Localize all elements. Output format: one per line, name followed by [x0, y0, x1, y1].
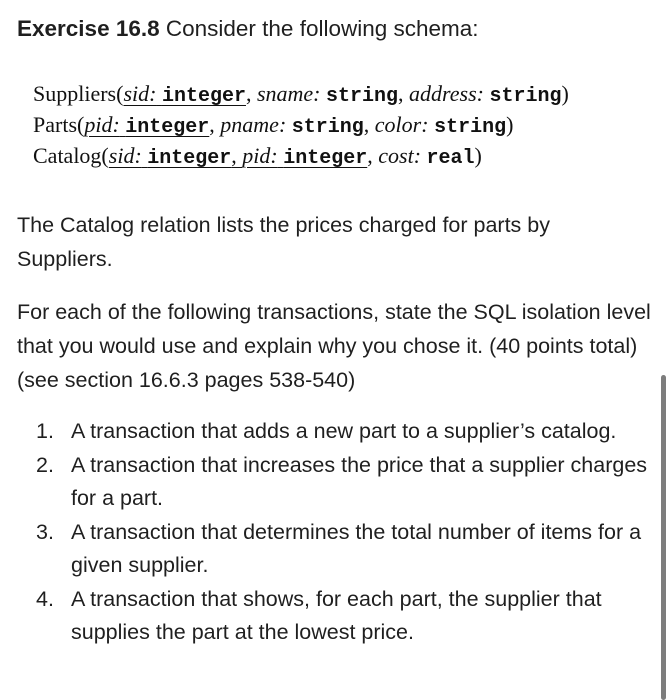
- key-attribute: sid: integer: [123, 81, 246, 108]
- key-attribute: pid: integer: [84, 112, 210, 139]
- transaction-list: [36, 415, 664, 650]
- attribute: color:: [374, 112, 429, 137]
- list-item: [36, 415, 664, 449]
- attribute: cost:: [378, 143, 422, 168]
- schema-parts: Parts(pid: integer, pname: string, color: string): [33, 112, 514, 139]
- attribute-type: string: [291, 116, 364, 139]
- relation-name: Catalog(: [33, 143, 109, 168]
- close-paren: ): [506, 112, 514, 137]
- relation-name: Parts(: [33, 112, 85, 137]
- list-item-text: A transaction that shows, for each part, the supplier that supplies the part at the lowest price.: [71, 586, 602, 644]
- attribute-type: string: [326, 85, 399, 108]
- close-paren: ): [561, 81, 569, 106]
- list-item: [36, 516, 664, 583]
- schema-catalog: Catalog(sid: integer, pid: integer, cost: real): [33, 143, 482, 170]
- list-number: 1.: [36, 419, 54, 443]
- attribute-type: string: [434, 116, 507, 139]
- exercise-intro: Consider the following schema:: [159, 16, 479, 41]
- exercise-heading: [17, 14, 479, 44]
- list-item-text: A transaction that increases the price that a supplier charges for a part.: [71, 452, 648, 510]
- relation-name: Suppliers(: [33, 81, 124, 106]
- list-number: 4.: [36, 586, 54, 611]
- list-item: [36, 583, 664, 650]
- attribute: sname:: [256, 81, 321, 106]
- key-attribute: sid: integer, pid: integer: [108, 143, 368, 170]
- list-item-text: A transaction that determines the total number of items for a given supplier.: [71, 519, 642, 577]
- list-item-text: A transaction that adds a new part to a supplier’s catalog.: [71, 419, 617, 443]
- catalog-description: The Catalog relation lists the prices charged for parts by Suppliers.: [17, 213, 550, 271]
- attribute: pname:: [220, 112, 287, 137]
- exercise-number: Exercise 16.8: [17, 16, 160, 41]
- list-number: 3.: [36, 519, 54, 544]
- schema-suppliers: Suppliers(sid: integer, sname: string, address: string): [33, 81, 569, 108]
- instructions-paragraph: For each of the following transactions, state the SQL isolation level that you would use and explain why you chose it. (40 points total) (see section 16.6.3 pages 538-540): [17, 300, 651, 392]
- schema-block: [33, 78, 569, 171]
- attribute-type: real: [426, 147, 475, 170]
- attribute: address:: [409, 81, 484, 106]
- attribute-type: string: [489, 85, 562, 108]
- vertical-scrollbar[interactable]: [661, 375, 666, 700]
- close-paren: ): [474, 143, 482, 168]
- list-item: [36, 449, 664, 516]
- list-number: 2.: [36, 452, 54, 477]
